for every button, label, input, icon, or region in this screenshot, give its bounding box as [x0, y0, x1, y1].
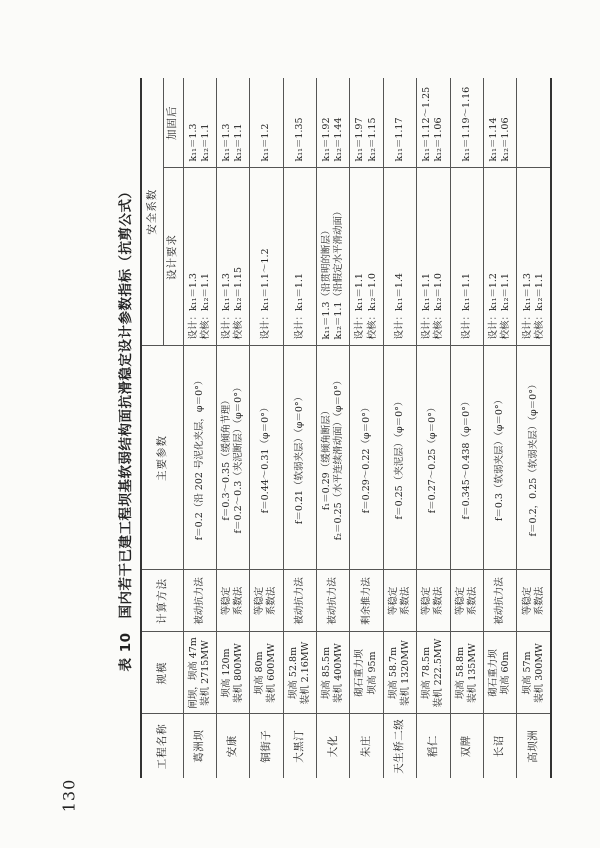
table-row — [250, 78, 283, 778]
cell-scale: 砌石重力坝 坝高 60m — [484, 632, 517, 714]
cell-scale: 坝高 52.8m 装机 2.16MW — [283, 632, 316, 714]
cell-scale: 坝高 78.5m 装机 222.5MW — [417, 632, 450, 714]
header-design: 设计要求 — [163, 168, 183, 346]
cell-reinforced: k₁₁＝1.17 — [383, 78, 416, 168]
cell-design: 设计：k₁₁＝1.2 校核：k₁₂＝1.1 — [484, 168, 517, 346]
header-safety: 安全系数 — [141, 78, 163, 346]
table-row — [216, 78, 249, 778]
cell-method: 被动抗力法 — [484, 570, 517, 632]
cell-scale: 坝高 80m 装机 600MW — [250, 632, 283, 714]
cell-design: 设计：k₁₁＝1.3 校核：k₁₂＝1.15 — [216, 168, 249, 346]
header-reinforced: 加固后 — [163, 78, 183, 168]
header-method: 计算方法 — [141, 570, 183, 632]
cell-project-name: 双牌 — [450, 714, 483, 778]
header-scale: 规模 — [141, 632, 183, 714]
cell-params: f＝0.44～0.31（φ＝0°） — [250, 346, 283, 570]
cell-method: 等稳定 系数法 — [383, 570, 416, 632]
cell-project-name: 大化 — [317, 714, 350, 778]
cell-params: f＝0.27～0.25（φ＝0°） — [417, 346, 450, 570]
cell-design: k₁₁＝1.3（沿贯明的断层） k₁₂＝1.1（沿假定水平滑动面） — [317, 168, 350, 346]
cell-design: 设计：k₁₁＝1.1 校核：k₁₂＝1.0 — [350, 168, 383, 346]
cell-scale: 闸坝，坝高 47m 装机 2715MW — [183, 632, 216, 714]
table-row — [417, 78, 450, 778]
cell-design: 设计：k₁₁＝1.3 校核：k₁₂＝1.1 — [183, 168, 216, 346]
cell-reinforced: k₁₁＝1.2 — [250, 78, 283, 168]
table-row — [450, 78, 483, 778]
cell-reinforced: k₁₁＝1.97 k₁₂＝1.15 — [350, 78, 383, 168]
cell-reinforced: k₁₁＝1.92 k₁₂＝1.44 — [317, 78, 350, 168]
cell-params: f＝0.345～0.438（φ＝0°） — [450, 346, 483, 570]
table-row — [317, 78, 350, 778]
table-row — [383, 78, 416, 778]
cell-design: 设计：k₁₁＝1.1 — [283, 168, 316, 346]
cell-method: 剩余推力法 — [350, 570, 383, 632]
cell-reinforced: k₁₁＝1.12～1.25 k₁₂＝1.06 — [417, 78, 450, 168]
cell-reinforced: k₁₁＝1.3 k₁₂＝1.1 — [216, 78, 249, 168]
cell-project-name: 大黑汀 — [283, 714, 316, 778]
cell-scale: 坝高 58.7m 装机 1320MW — [383, 632, 416, 714]
cell-params: f＝0.29～0.22（φ＝0°） — [350, 346, 383, 570]
cell-method: 等稳定 系数法 — [450, 570, 483, 632]
cell-scale: 坝高 58.8m 装机 135MW — [450, 632, 483, 714]
cell-project-name: 葛洲坝 — [183, 714, 216, 778]
table-caption — [112, 78, 140, 778]
cell-params: f＝0.21（软弱夹层）（φ＝0°） — [283, 346, 316, 570]
cell-design: 设计：k₁₁＝1.1～1.2 — [250, 168, 283, 346]
cell-scale: 砌石重力坝 坝高 95m — [350, 632, 383, 714]
cell-scale: 坝高 85.5m 装机 400MW — [317, 632, 350, 714]
cell-design: 设计：k₁₁＝1.3 校核：k₁₂＝1.1 — [517, 168, 551, 346]
cell-project-name: 安康 — [216, 714, 249, 778]
cell-method: 被动抗力法 — [283, 570, 316, 632]
table-body — [183, 78, 551, 778]
table-row — [183, 78, 216, 778]
cell-design: 设计：k₁₁＝1.4 — [383, 168, 416, 346]
rotated-table-block — [112, 78, 552, 778]
cell-project-name: 长诏 — [484, 714, 517, 778]
parameter-table — [140, 78, 552, 778]
table-row — [484, 78, 517, 778]
cell-project-name: 天生桥二级 — [383, 714, 416, 778]
cell-params: f₁＝0.29（缓倾角断层） f₂＝0.25（水平连续滑动面）（φ＝0°） — [317, 346, 350, 570]
table-number: 表 10 — [118, 632, 134, 672]
cell-params: f＝0.2（沿 202 号泥化夹层，φ＝0°） — [183, 346, 216, 570]
table-row — [517, 78, 551, 778]
cell-reinforced: k₁₁＝1.3 k₁₂＝1.1 — [183, 78, 216, 168]
cell-design: 设计：k₁₁＝1.1 — [450, 168, 483, 346]
table-row — [350, 78, 383, 778]
cell-method: 被动抗力法 — [317, 570, 350, 632]
cell-scale: 坝高 57m 装机 300MW — [517, 632, 551, 714]
cell-project-name: 稻仁 — [417, 714, 450, 778]
table-title: 国内若干已建工程坝基软弱结构面抗滑稳定设计参数指标（抗剪公式） — [118, 184, 134, 619]
cell-design: 设计：k₁₁＝1.1 校核：k₁₂＝1.0 — [417, 168, 450, 346]
cell-project-name: 高坝洲 — [517, 714, 551, 778]
cell-method: 等稳定 系数法 — [216, 570, 249, 632]
cell-method: 被动抗力法 — [183, 570, 216, 632]
cell-project-name: 铜街子 — [250, 714, 283, 778]
cell-reinforced: k₁₁＝1.14 k₁₂＝1.06 — [484, 78, 517, 168]
cell-project-name: 朱庄 — [350, 714, 383, 778]
table-row — [283, 78, 316, 778]
cell-params: f＝0.3～0.35（缓倾角节理） f＝0.2～0.3（夹泥断层）（φ＝0°） — [216, 346, 249, 570]
cell-method: 等稳定 系数法 — [517, 570, 551, 632]
page-number: 130 — [59, 778, 79, 813]
cell-params: f＝0.25（夹泥层）（φ＝0°） — [383, 346, 416, 570]
cell-reinforced: k₁₁＝1.19～1.16 — [450, 78, 483, 168]
cell-method: 等稳定 系数法 — [250, 570, 283, 632]
cell-params: f＝0.3（软弱夹层）（φ＝0°） — [484, 346, 517, 570]
header-name: 工程名称 — [141, 714, 183, 778]
cell-reinforced: k₁₁＝1.35 — [283, 78, 316, 168]
header-params: 主要参数 — [141, 346, 183, 570]
cell-scale: 坝高 120m 装机 800MW — [216, 632, 249, 714]
cell-params: f＝0.2，0.25（软弱夹层）（φ＝0°） — [517, 346, 551, 570]
cell-method: 等稳定 系数法 — [417, 570, 450, 632]
cell-reinforced — [517, 78, 551, 168]
